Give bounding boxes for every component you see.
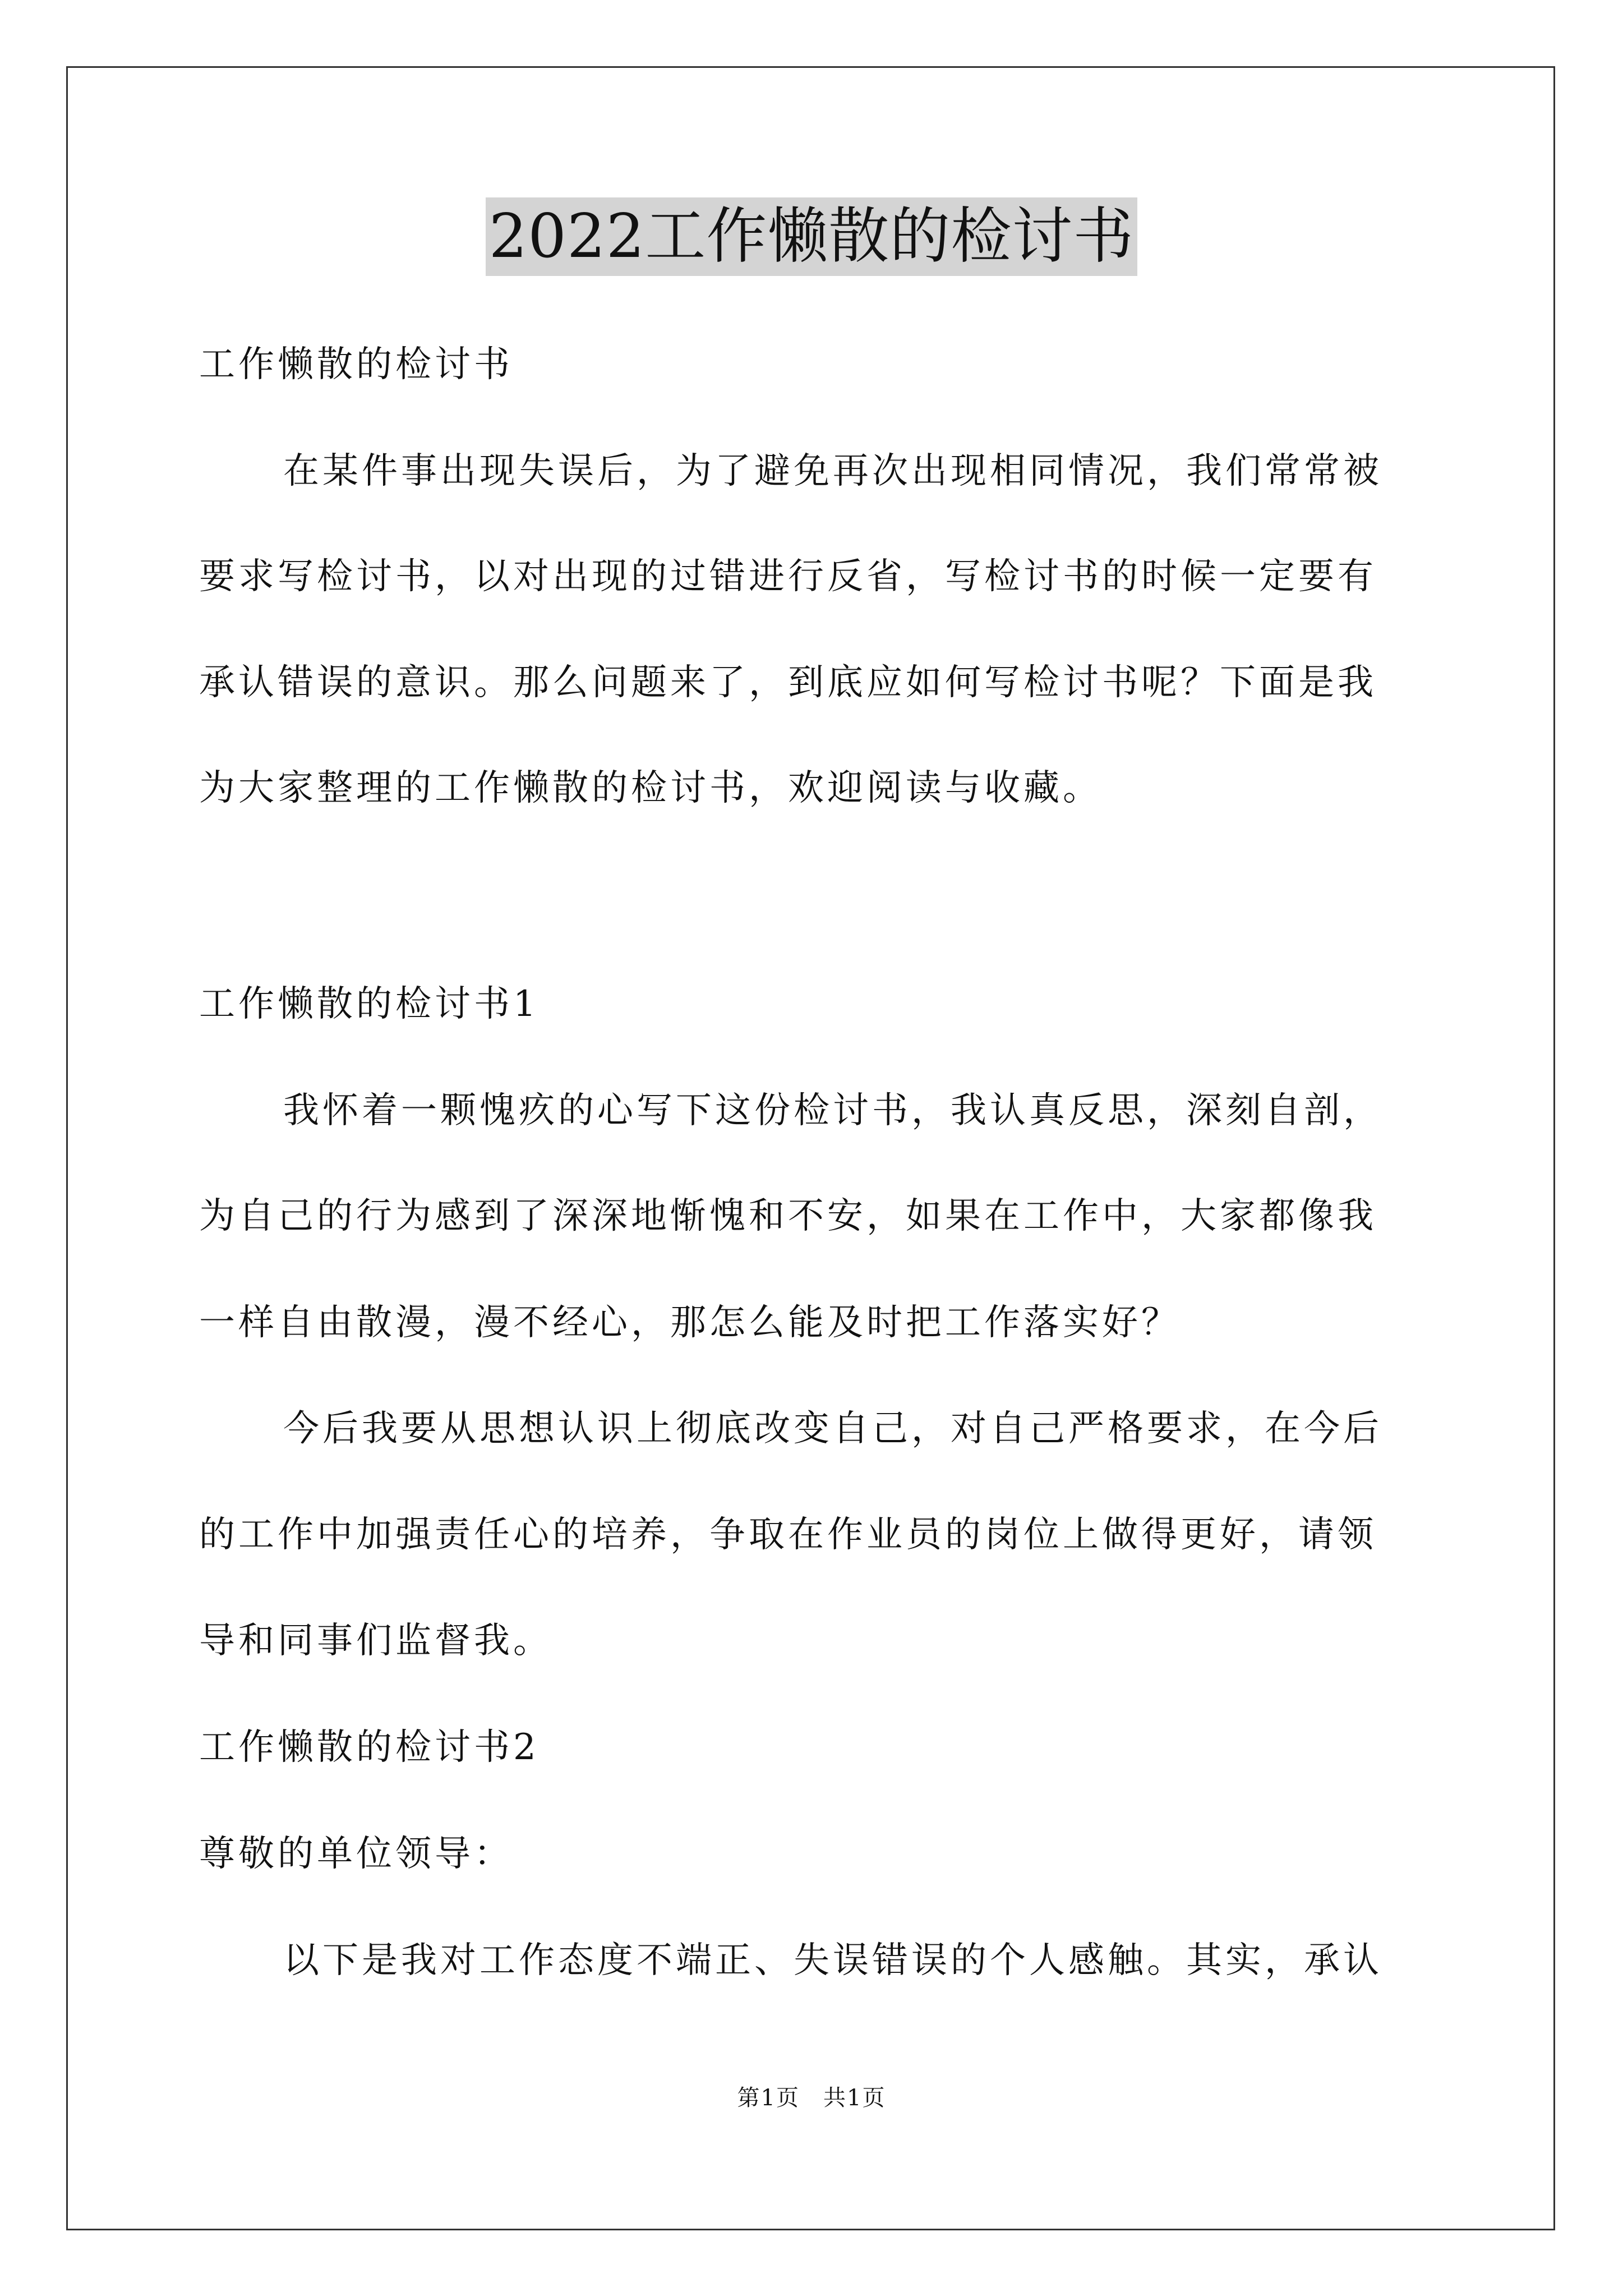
paragraph-line: 在某件事出现失误后，为了避免再次出现相同情况，我们常常被: [283, 450, 1382, 492]
page-footer: 第1页 共1页: [737, 2085, 886, 2111]
paragraph-line: 为自己的行为感到了深深地惭愧和不安，如果在工作中，大家都像我: [199, 1195, 1377, 1237]
paragraph-line: 一样自由散漫，漫不经心，那怎么能及时把工作落实好？: [199, 1302, 1181, 1343]
paragraph-line: 要求写检讨书，以对出现的过错进行反省，写检讨书的时候一定要有: [199, 556, 1377, 597]
paragraph-line: 今后我要从思想认识上彻底改变自己，对自己严格要求，在今后: [283, 1408, 1382, 1450]
paragraph-line: 以下是我对工作态度不端正、失误错误的个人感触。其实，承认: [283, 1940, 1382, 1981]
section-heading: 工作懒散的检讨书1: [199, 983, 540, 1025]
paragraph-line: 工作懒散的检讨书: [199, 344, 513, 385]
document-title: 2022工作懒散的检讨书: [486, 197, 1138, 276]
paragraph-line: 导和同事们监督我。: [199, 1620, 552, 1662]
page-border: [66, 66, 1555, 2230]
salutation: 尊敬的单位领导：: [199, 1833, 513, 1875]
paragraph-line: 为大家整理的工作懒散的检讨书，欢迎阅读与收藏。: [199, 767, 1102, 809]
paragraph-line: 承认错误的意识。那么问题来了，到底应如何写检讨书呢？下面是我: [199, 662, 1377, 703]
title-container: [0, 197, 1623, 276]
section-heading: 工作懒散的检讨书2: [199, 1727, 540, 1768]
paragraph-line: 我怀着一颗愧疚的心写下这份检讨书，我认真反思，深刻自剖，: [283, 1090, 1382, 1131]
paragraph-line: 的工作中加强责任心的培养，争取在作业员的岗位上做得更好，请领: [199, 1514, 1377, 1556]
